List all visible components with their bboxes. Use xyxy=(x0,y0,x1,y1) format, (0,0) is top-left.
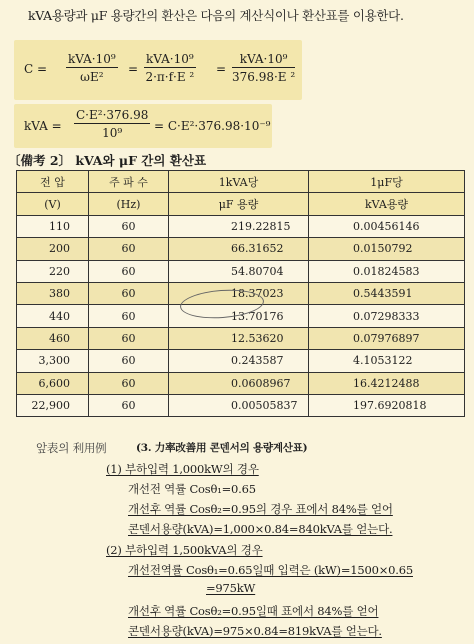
cell-uf-per-kva: 12.53620 xyxy=(169,327,309,349)
term-2-denominator: 2·π·f·E ² xyxy=(145,70,195,84)
table-row xyxy=(17,350,465,372)
equals-sign-1: = xyxy=(128,62,139,76)
table-row xyxy=(17,238,465,260)
header-frequency: 주 파 수 xyxy=(89,171,169,193)
formula-kva-lhs: kVA = xyxy=(24,119,62,133)
cell-voltage: 3,300 xyxy=(17,350,89,372)
cell-voltage: 440 xyxy=(17,305,89,327)
formula-capacitance-box xyxy=(14,40,302,100)
fraction-term-1 xyxy=(66,52,118,84)
cell-frequency: 60 xyxy=(89,282,169,304)
term-3-denominator: 376.98·E ² xyxy=(232,70,296,84)
term-2-numerator: kVA·10⁹ xyxy=(146,52,194,66)
header-per-kva-unit: μF 용량 xyxy=(169,193,309,215)
cell-voltage: 460 xyxy=(17,327,89,349)
cell-uf-per-kva: 18.37023 xyxy=(169,282,309,304)
equals-sign-2: = xyxy=(216,62,227,76)
cell-kva-per-uf: 0.00456146 xyxy=(309,215,465,237)
cell-kva-per-uf: 16.4212488 xyxy=(309,372,465,394)
cell-frequency: 60 xyxy=(89,305,169,327)
header-per-uf-unit: kVA용량 xyxy=(309,193,465,215)
cell-uf-per-kva: 66.31652 xyxy=(169,238,309,260)
table-title: 〔備考 2〕 kVA와 μF 간의 환산표 xyxy=(8,153,207,168)
usage-line-7: =975kW xyxy=(206,581,256,595)
cell-voltage: 380 xyxy=(17,282,89,304)
cell-frequency: 60 xyxy=(89,372,169,394)
usage-line-3: 개선후 역률 Cosθ₂=0.95의 경우 표에서 84%를 얻어 xyxy=(128,502,393,516)
term-3-numerator: kVA·10⁹ xyxy=(232,52,295,68)
usage-line-8: 개선후 역률 Cosθ₂=0.95일때 표에서 84%를 얻어 xyxy=(128,604,379,618)
cell-kva-per-uf: 0.07298333 xyxy=(309,305,465,327)
cell-uf-per-kva: 0.00505837 xyxy=(169,394,309,416)
fraction-kva xyxy=(74,108,150,140)
table-header-row-2 xyxy=(17,193,465,215)
header-voltage-unit: (V) xyxy=(17,193,89,215)
term-1-denominator: ωE² xyxy=(80,70,104,84)
cell-voltage: 220 xyxy=(17,260,89,282)
table-row xyxy=(17,260,465,282)
cell-uf-per-kva: 13.70176 xyxy=(169,305,309,327)
usage-line-9: 콘덴서용량(kVA)=975×0.84=819kVA를 얻는다. xyxy=(128,624,382,638)
cell-frequency: 60 xyxy=(89,394,169,416)
table-row xyxy=(17,394,465,416)
formula-kva-box xyxy=(14,104,272,148)
cell-uf-per-kva: 0.243587 xyxy=(169,350,309,372)
kva-numerator: C·E²·376.98 xyxy=(76,108,149,122)
header-per-uf: 1μF당 xyxy=(309,171,465,193)
intro-text: kVA용량과 μF 용량간의 환산은 다음의 계산식이나 환산표를 이용한다. xyxy=(28,8,404,23)
fraction-term-2 xyxy=(144,52,196,84)
cell-voltage: 22,900 xyxy=(17,394,89,416)
formula-c-lhs: C = xyxy=(24,62,48,76)
cell-kva-per-uf: 0.01824583 xyxy=(309,260,465,282)
cell-uf-per-kva: 0.0608967 xyxy=(169,372,309,394)
usage-line-5: (2) 부하입력 1,500kVA의 경우 xyxy=(106,543,263,557)
usage-title: (3. 力率改善用 콘덴서의 용량계산표) xyxy=(136,442,308,454)
cell-kva-per-uf: 0.5443591 xyxy=(309,282,465,304)
cell-frequency: 60 xyxy=(89,327,169,349)
usage-line-2: 개선전 역률 Cosθ₁=0.65 xyxy=(128,482,256,496)
usage-line-4: 콘덴서용량(kVA)=1,000×0.84=840kVA를 얻는다. xyxy=(128,522,393,536)
usage-line-6: 개선전역률 Cosθ₁=0.65일때 입력은 (kW)=1500×0.65 xyxy=(128,563,413,577)
cell-kva-per-uf: 4.1053122 xyxy=(309,350,465,372)
cell-voltage: 110 xyxy=(17,215,89,237)
cell-voltage: 6,600 xyxy=(17,372,89,394)
table-header-row-1 xyxy=(17,171,465,193)
header-per-kva: 1kVA당 xyxy=(169,171,309,193)
cell-frequency: 60 xyxy=(89,260,169,282)
table-row xyxy=(17,327,465,349)
header-frequency-unit: (Hz) xyxy=(89,193,169,215)
cell-frequency: 60 xyxy=(89,238,169,260)
table-row xyxy=(17,372,465,394)
usage-line-1: (1) 부하입력 1,000kW의 경우 xyxy=(106,462,259,476)
cell-kva-per-uf: 0.0150792 xyxy=(309,238,465,260)
cell-uf-per-kva: 54.80704 xyxy=(169,260,309,282)
cell-kva-per-uf: 197.6920818 xyxy=(309,394,465,416)
formula-kva-rhs: = C·E²·376.98·10⁻⁹ xyxy=(154,119,271,133)
cell-uf-per-kva: 219.22815 xyxy=(169,215,309,237)
usage-label: 앞表의 利用例 xyxy=(36,441,107,455)
cell-frequency: 60 xyxy=(89,215,169,237)
kva-denominator: 10⁹ xyxy=(102,126,123,140)
header-voltage: 전 압 xyxy=(17,171,89,193)
term-1-numerator: kVA·10⁹ xyxy=(68,52,116,66)
table-row xyxy=(17,215,465,237)
cell-voltage: 200 xyxy=(17,238,89,260)
cell-kva-per-uf: 0.07976897 xyxy=(309,327,465,349)
fraction-term-3 xyxy=(232,52,295,84)
cell-frequency: 60 xyxy=(89,350,169,372)
